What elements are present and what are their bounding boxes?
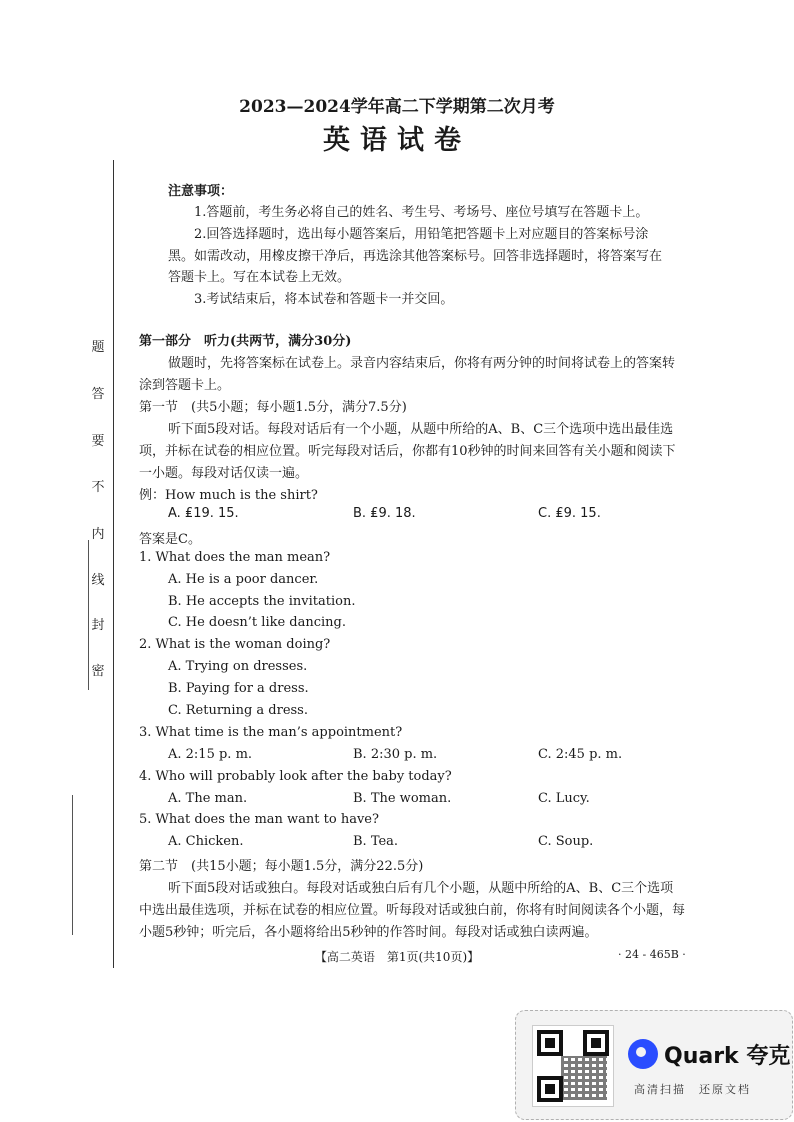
quark-slogan: 高清扫描 还原文档 (634, 1083, 751, 1096)
page-footer: 【高二英语 第1页(共10页)】 (314, 950, 480, 964)
option: B. Tea. (353, 834, 399, 849)
notes-line: 2.回答选择题时，选出每小题答案后，用铅笔把答题卡上对应题目的答案标号涂 (194, 227, 649, 242)
section1-instruction: 听下面5段对话。每段对话后有一个小题，从题中所给的A、B、C三个选项中选出最佳选 (168, 422, 674, 437)
example-answer: 答案是C。 (139, 532, 201, 547)
part1-instruction: 做题时，先将答案标在试卷上。录音内容结束后，你将有两分钟的时间将试卷上的答案转 (168, 356, 676, 371)
option: C. Soup. (538, 834, 594, 849)
binding-mark (72, 795, 73, 935)
quark-watermark[interactable] (515, 1010, 793, 1120)
margin-char: 答 (91, 387, 105, 402)
quark-brand: Quark 夸克 (664, 1044, 791, 1069)
margin-char: 要 (91, 434, 105, 449)
section1-heading: 第一节 (共5小题；每小题1.5分，满分7.5分) (139, 400, 407, 415)
notes-line: 黑。如需改动，用橡皮擦干净后，再选涂其他答案标号。回答非选择题时，将答案写在 (168, 249, 663, 264)
section2-heading: 第二节 (共15小题；每小题1.5分，满分22.5分) (139, 859, 424, 874)
option: B. 2:30 p. m. (353, 747, 438, 762)
example-question: 例：How much is the shirt? (139, 488, 318, 503)
section2-instruction: 小题5秒钟；听完后，各小题将给出5秒钟的作答时间。每段对话或独白读两遍。 (139, 925, 598, 940)
qr-code-icon[interactable] (532, 1025, 614, 1107)
section2-instruction: 听下面5段对话或独白。每段对话或独白后有几个小题，从题中所给的A、B、C三个选项 (168, 881, 674, 896)
notes-line: 3.考试结束后，将本试卷和答题卡一并交回。 (194, 292, 454, 307)
option: C. Lucy. (538, 791, 590, 806)
section1-instruction: 一小题。每段对话仅读一遍。 (139, 466, 309, 481)
paper-code: · 24 - 465B · (618, 948, 686, 961)
margin-char: 不 (91, 480, 105, 495)
option: A. The man. (168, 791, 248, 806)
exam-title: 2023—2024学年高二下学期第二次月考 (239, 97, 555, 117)
section1-instruction: 项，并标在试卷的相应位置。听完每段对话后，你都有10秒钟的时间来回答有关小题和阅读下 (139, 444, 676, 459)
question: 5. What does the man want to have? (139, 812, 379, 827)
notes-line: 1.答题前，考生务必将自己的姓名、考生号、考场号、座位号填写在答题卡上。 (194, 205, 649, 220)
option: A. 2:15 p. m. (168, 747, 253, 762)
part1-heading: 第一部分 听力(共两节，满分30分) (139, 334, 352, 349)
margin-char: 封 (91, 618, 105, 633)
option: B. The woman. (353, 791, 452, 806)
quark-logo-icon (628, 1039, 658, 1069)
notes-line: 答题卡上。写在本试卷上无效。 (168, 270, 351, 285)
option: A. He is a poor dancer. (168, 572, 319, 587)
question: 3. What time is the man’s appointment? (139, 725, 403, 740)
option: C. 2:45 p. m. (538, 747, 623, 762)
subject-title: 英语试卷 (323, 125, 471, 156)
question: 2. What is the woman doing? (139, 637, 331, 652)
notes-heading: 注意事项： (168, 184, 234, 199)
option: C. Returning a dress. (168, 703, 308, 718)
example-option: C. ₤9. 15. (538, 506, 601, 521)
option: B. He accepts the invitation. (168, 594, 356, 609)
margin-char: 题 (91, 340, 105, 355)
section2-instruction: 中选出最佳选项，并标在试卷的相应位置。听每段对话或独白前，你将有时间阅读各个小题，每 (139, 903, 686, 918)
margin-char: 线 (91, 573, 105, 588)
binding-line (113, 160, 114, 968)
option: A. Trying on dresses. (168, 659, 308, 674)
example-option: A. ₤19. 15. (168, 506, 239, 521)
option: A. Chicken. (168, 834, 244, 849)
option: C. He doesn’t like dancing. (168, 615, 347, 630)
example-option: B. ₤9. 18. (353, 506, 416, 521)
question: 4. Who will probably look after the baby today? (139, 769, 452, 784)
question: 1. What does the man mean? (139, 550, 331, 565)
margin-char: 内 (91, 527, 105, 542)
part1-instruction: 涂到答题卡上。 (139, 378, 231, 393)
margin-char: 密 (91, 664, 105, 679)
option: B. Paying for a dress. (168, 681, 309, 696)
